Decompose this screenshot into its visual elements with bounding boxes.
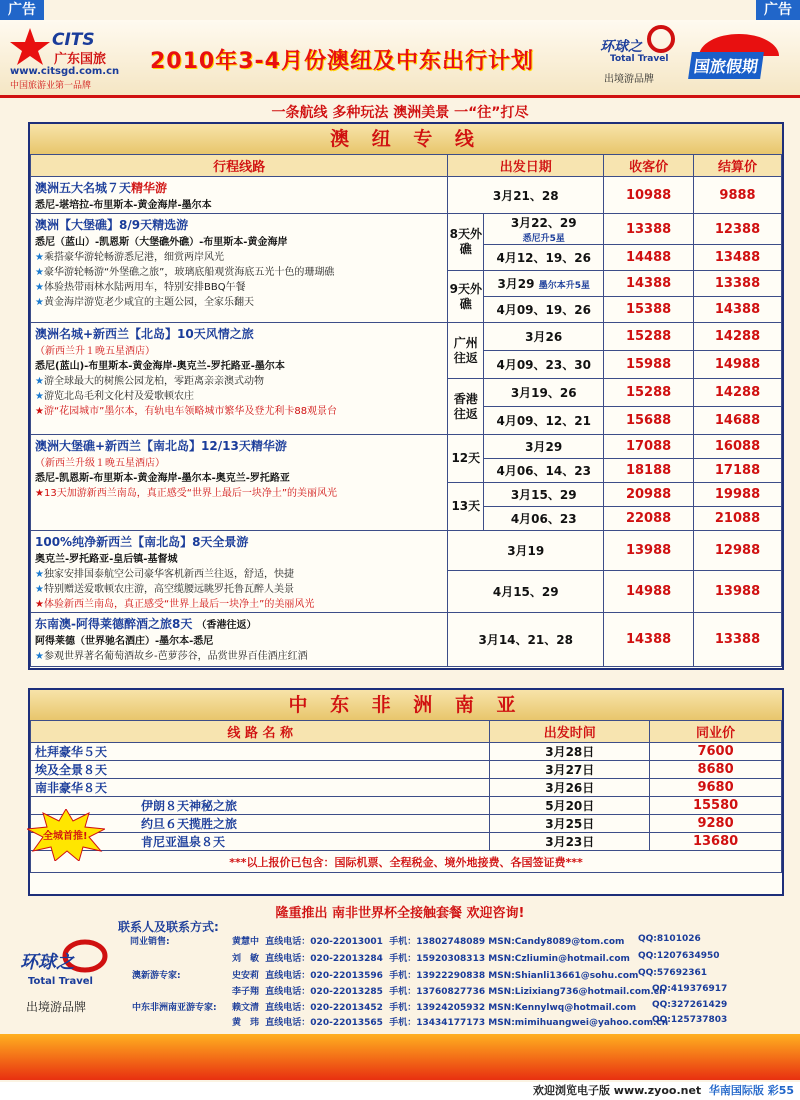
route-note: ★黄金海岸游览老少咸宜的主题公园，全家乐翻天 <box>35 297 254 308</box>
date-cell: 5月20日 <box>490 797 650 815</box>
settle-price: 14288 <box>694 323 782 351</box>
date-cell: 3月14、21、28 <box>448 613 604 667</box>
cits-text: CITS <box>52 30 95 50</box>
settle-price: 13988 <box>694 570 782 612</box>
route-sub: 悉尼(蓝山)-布里斯本-黄金海岸-奥克兰-罗托路亚-墨尔本 <box>35 361 285 372</box>
route-title-hl: 精华游 <box>131 181 168 195</box>
route-title: 澳洲【大堡礁】8/9天精选游 <box>35 218 189 232</box>
route-upgrade: （新西兰升级１晚五星酒店） <box>35 458 165 469</box>
route-note: ★参观世界著名葡萄酒故乡-芭萝莎谷，品赏世界百佳酒庄红酒 <box>35 651 308 662</box>
settle-price: 14388 <box>694 297 782 323</box>
retail-price: 13988 <box>604 531 694 571</box>
tt-sub: 出境游品牌 <box>604 74 654 85</box>
route-title-text: 东南澳-阿得莱德醉酒之旅8天 <box>35 617 193 631</box>
contact-msn: MSN:Candy8089@tom.com <box>488 937 625 947</box>
retail-price: 15388 <box>604 297 694 323</box>
note-text: 特别赠送爱歌顿农庄游，高空缆腰远眺罗托鲁瓦醉人美景 <box>43 584 294 595</box>
contact-qq: QQ:125737803 <box>652 1015 728 1025</box>
date-cell: 3月25日 <box>490 815 650 833</box>
date-text: 3月22、29 <box>510 216 577 230</box>
contact-dept: 同业销售: <box>130 937 170 947</box>
price-cell: 9680 <box>650 779 782 797</box>
contact-name: 黄慧中 <box>232 937 260 947</box>
contacts-section <box>0 918 800 1028</box>
retail-price: 15688 <box>604 407 694 435</box>
note-text: 乘搭豪华游轮畅游悉尼港，细赏两岸风光 <box>43 252 224 263</box>
col-settle: 结算价 <box>694 155 782 177</box>
contact-row <box>232 951 630 964</box>
me-col-route: 线 路 名 称 <box>31 721 490 743</box>
route-note: ★特别赠送爱歌顿农庄游，高空缆腰远眺罗托鲁瓦醉人美景 <box>35 584 294 595</box>
cits-tagline: 中国旅游业第一品牌 <box>10 81 92 91</box>
contact-mobile: 手机：13434177173 <box>389 1018 486 1028</box>
retail-price: 15288 <box>604 379 694 407</box>
bottom-credit <box>0 1082 800 1100</box>
note-text: 体验热带雨林水陆两用车，特别安排BBQ午餐 <box>43 282 246 293</box>
date-tip: 悉尼升5星 <box>522 234 565 244</box>
route-title <box>35 615 443 632</box>
settle-price: 13488 <box>694 245 782 271</box>
contact-qq: QQ:1207634950 <box>638 951 720 961</box>
settle-price: 12988 <box>694 531 782 571</box>
note-text: 游“花园城市”墨尔本，有轨电车领略城市繁华及登尤利卡88观景台 <box>43 406 338 417</box>
contact-row <box>232 1015 668 1028</box>
date-cell: 3月15、29 <box>484 483 604 507</box>
date-cell: 3月26日 <box>490 779 650 797</box>
settle-price: 14688 <box>694 407 782 435</box>
retail-price: 18188 <box>604 459 694 483</box>
retail-price: 15288 <box>604 323 694 351</box>
route-sub: 悉尼（蓝山）-凯恩斯（大堡礁外礁）-布里斯本-黄金海岸 <box>35 237 288 248</box>
retail-price: 10988 <box>604 177 694 214</box>
date-cell: 4月15、29 <box>448 570 604 612</box>
settle-price: 12388 <box>694 214 782 245</box>
route-note-red: ★13天加游新西兰南岛，真正感受“世界上最后一块净土”的美丽风光 <box>35 488 338 499</box>
col-route: 行程线路 <box>31 155 448 177</box>
me-col-price: 同业价 <box>650 721 782 743</box>
route-title: 澳洲大堡礁+新西兰【南北岛】12/13天精华游 <box>35 439 287 453</box>
date-cell: 3月23日 <box>490 833 650 851</box>
note-text: 游全球最大的树熊公园龙柏，零距离亲亲澳式动物 <box>43 376 264 387</box>
contact-row <box>232 984 666 997</box>
tt-cn: 环球之 <box>20 952 74 973</box>
note-text: 豪华游轮畅游“外堡礁之旅”，玻璃底船观赏海底五光十色的珊瑚礁 <box>43 267 335 278</box>
contact-row <box>232 934 624 947</box>
price-cell: 15580 <box>650 797 782 815</box>
retail-price: 14988 <box>604 570 694 612</box>
aus-section-title: 澳 纽 专 线 <box>30 124 782 154</box>
price-cell: 13680 <box>650 833 782 851</box>
aus-nz-section <box>28 122 784 670</box>
page-number: 华南国际版 彩55 <box>708 1084 794 1097</box>
retail-price: 15988 <box>604 351 694 379</box>
total-travel-logo <box>600 24 680 90</box>
tt-cn: 环球之 <box>600 39 642 55</box>
settle-price: 17188 <box>694 459 782 483</box>
table-row <box>31 815 782 833</box>
route-cell <box>31 531 448 613</box>
web-credit: 欢迎浏览电子版 www.zyoo.net <box>532 1084 702 1097</box>
departure-city-cell: 广州往返 <box>448 323 484 379</box>
route-title: 澳洲名城+新西兰【北岛】10天风情之旅 <box>35 327 254 341</box>
contact-tel: 直线电话：020-22013565 <box>265 1018 383 1028</box>
settle-price: 13388 <box>694 613 782 667</box>
ad-label-left: 广告 <box>0 0 44 20</box>
route-sub: 悉尼-堪培拉-布里斯本-黄金海岸-墨尔本 <box>35 200 212 211</box>
date-cell: 3月26 <box>484 323 604 351</box>
contact-name: 刘 敏 <box>232 954 260 964</box>
price-cell: 8680 <box>650 761 782 779</box>
note-text: 体验新西兰南岛，真正感受“世界上最后一块净土”的美丽风光 <box>43 599 315 610</box>
total-travel-logo-bottom <box>20 936 115 1026</box>
slogan: 一条航线 多种玩法 澳洲美景 一“往”打尽 <box>271 105 529 121</box>
contact-name: 黄 玮 <box>232 1018 260 1028</box>
date-cell: 4月06、23 <box>484 507 604 531</box>
table-row <box>31 833 782 851</box>
route-name: 杜拜豪华５天 <box>31 743 490 761</box>
contact-tel: 直线电话：020-22013596 <box>265 971 383 981</box>
contact-qq: QQ:57692361 <box>638 968 707 978</box>
me-col-date: 出发时间 <box>490 721 650 743</box>
retail-price: 22088 <box>604 507 694 531</box>
middle-east-section <box>28 688 784 896</box>
settle-price: 19988 <box>694 483 782 507</box>
date-cell: 4月06、14、23 <box>484 459 604 483</box>
tt-en: Total Travel <box>610 54 669 64</box>
contact-row <box>232 968 638 981</box>
contact-qq: QQ:327261429 <box>652 1000 728 1010</box>
route-title-text: 澳洲五大名城７天 <box>35 181 132 195</box>
price-cell: 7600 <box>650 743 782 761</box>
note-text: 13天加游新西兰南岛，真正感受“世界上最后一块净土”的美丽风光 <box>43 488 338 499</box>
note-text: 游览北岛毛利文化村及爱歌顿农庄 <box>43 391 194 402</box>
contact-name: 史安莉 <box>232 971 260 981</box>
contact-msn: MSN:Kennylwq@hotmail.com <box>488 1003 637 1013</box>
me-table <box>30 720 782 873</box>
retail-price: 14388 <box>604 271 694 297</box>
date-cell: 4月09、19、26 <box>484 297 604 323</box>
route-note: ★乘搭豪华游轮畅游悉尼港，细赏两岸风光 <box>35 252 224 263</box>
col-retail: 收客价 <box>604 155 694 177</box>
table-row <box>31 779 782 797</box>
route-name: 南非豪华８天 <box>31 779 490 797</box>
duration-cell: 9天外礁 <box>448 271 484 323</box>
note-text: 黄金海岸游览老少咸宜的主题公园，全家乐翻天 <box>43 297 254 308</box>
contact-msn: MSN:mimihuangwei@yahoo.com.cn <box>488 1018 669 1028</box>
date-cell: 3月28日 <box>490 743 650 761</box>
route-title <box>35 179 443 196</box>
cits-url: www.citsgd.com.cn <box>10 66 120 77</box>
tt-en: Total Travel <box>28 976 93 987</box>
duration-cell: 12天 <box>448 435 484 483</box>
ad-label-right: 广告 <box>756 0 800 20</box>
retail-price: 14488 <box>604 245 694 271</box>
route-tag: （香港往返） <box>196 620 257 631</box>
swirl-icon <box>646 24 676 54</box>
route-title: 100%纯净新西兰【南北岛】8天全景游 <box>35 535 249 549</box>
date-cell: 3月27日 <box>490 761 650 779</box>
me-section-title: 中 东 非 洲 南 亚 <box>30 690 782 720</box>
route-cell <box>31 435 448 531</box>
date-cell: 3月19、26 <box>484 379 604 407</box>
duration-cell: 13天 <box>448 483 484 531</box>
date-tip: 墨尔本升5星 <box>538 281 590 291</box>
route-sub: 奥克兰-罗托路亚-皇后镇-基督城 <box>35 554 178 565</box>
gdcits-text: 广东国旅 <box>54 52 107 67</box>
page-title: 2010年3-4月份澳纽及中东出行计划 <box>150 49 534 74</box>
contact-tel: 直线电话：020-22013285 <box>265 987 383 997</box>
contact-mobile: 手机：13802748089 <box>389 937 486 947</box>
settle-price: 9888 <box>694 177 782 214</box>
settle-price: 14988 <box>694 351 782 379</box>
contact-dept: 中东非洲南亚游专家: <box>132 1003 217 1013</box>
settle-price: 13388 <box>694 271 782 297</box>
contact-mobile: 手机：15920308313 <box>389 954 486 964</box>
contact-name: 赖文清 <box>232 1003 260 1013</box>
decorative-bottom-band <box>0 1034 800 1080</box>
date-cell: 4月12、19、26 <box>484 245 604 271</box>
route-sub: 悉尼-凯恩斯-布里斯本-黄金海岸-墨尔本-奥克兰-罗托路亚 <box>35 473 290 484</box>
table-row <box>31 761 782 779</box>
date-cell: 3月19 <box>448 531 604 571</box>
route-cell <box>31 613 448 667</box>
header <box>0 20 800 98</box>
date-cell <box>484 271 604 297</box>
retail-price: 17088 <box>604 435 694 459</box>
route-name: 埃及全景８天 <box>31 761 490 779</box>
contact-msn: MSN:Czliumin@hotmail.com <box>488 954 630 964</box>
route-note: ★豪华游轮畅游“外堡礁之旅”，玻璃底船观赏海底五光十色的珊瑚礁 <box>35 267 335 278</box>
guolv-holiday-logo <box>690 32 790 88</box>
cits-star-icon <box>8 26 52 66</box>
table-row <box>31 743 782 761</box>
contact-msn: MSN:Lizixiang736@hotmail.com.cn <box>488 987 666 997</box>
route-note: ★独家安排国泰航空公司豪华客机新西兰往返，舒适，快捷 <box>35 569 294 580</box>
contact-qq: QQ:8101026 <box>638 934 701 944</box>
aus-table <box>30 154 782 667</box>
burst-badge <box>27 809 105 861</box>
contacts-title: 联系人及联系方式: <box>118 920 219 934</box>
date-cell: 3月21、28 <box>448 177 604 214</box>
contact-msn: MSN:Shianli13661@sohu.com <box>488 971 639 981</box>
contact-qq: QQ:419376917 <box>652 984 728 994</box>
contact-dept: 澳新游专家: <box>132 971 181 981</box>
contact-mobile: 手机：13760827736 <box>389 987 486 997</box>
route-note: ★游览北岛毛利文化村及爱歌顿农庄 <box>35 391 194 402</box>
date-cell <box>484 214 604 245</box>
retail-price: 20988 <box>604 483 694 507</box>
settle-price: 14288 <box>694 379 782 407</box>
route-name: 肯尼亚温泉８天 <box>31 833 490 851</box>
route-name: 伊朗８天神秘之旅 <box>31 797 490 815</box>
date-cell: 4月09、12、21 <box>484 407 604 435</box>
promo-banner: 隆重推出 南非世界杯全接触套餐 欢迎咨询! <box>275 906 525 921</box>
route-upgrade: （新西兰升１晚五星酒店） <box>35 346 155 357</box>
gl-brand: 国旅假期 <box>688 52 764 79</box>
contact-mobile: 手机：13924205932 <box>389 1003 486 1013</box>
duration-cell: 8天外礁 <box>448 214 484 271</box>
route-name: 约旦６天揽胜之旅 <box>31 815 490 833</box>
retail-price: 13388 <box>604 214 694 245</box>
contact-tel: 直线电话：020-22013452 <box>265 1003 383 1013</box>
retail-price: 14388 <box>604 613 694 667</box>
settle-price: 21088 <box>694 507 782 531</box>
contact-tel: 直线电话：020-22013001 <box>265 937 383 947</box>
route-note: ★游全球最大的树熊公园龙柏，零距离亲亲澳式动物 <box>35 376 264 387</box>
route-note-red: ★体验新西兰南岛，真正感受“世界上最后一块净土”的美丽风光 <box>35 599 315 610</box>
col-date: 出发日期 <box>448 155 604 177</box>
table-row <box>31 797 782 815</box>
contact-name: 李子翔 <box>232 987 260 997</box>
route-cell <box>31 323 448 435</box>
tt-sub: 出境游品牌 <box>26 1000 87 1014</box>
price-cell: 9280 <box>650 815 782 833</box>
cits-logo <box>8 26 138 90</box>
contact-tel: 直线电话：020-22013284 <box>265 954 383 964</box>
note-text: 独家安排国泰航空公司豪华客机新西兰往返，舒适，快捷 <box>43 569 294 580</box>
settle-price: 16088 <box>694 435 782 459</box>
contact-row <box>232 1000 636 1013</box>
contact-mobile: 手机：13922290838 <box>389 971 486 981</box>
price-includes-note: ***以上报价已包含：国际机票、全程税金、境外地接费、各国签证费*** <box>31 851 782 873</box>
route-note: ★体验热带雨林水陆两用车，特别安排BBQ午餐 <box>35 282 246 293</box>
note-text: 参观世界著名葡萄酒故乡-芭萝莎谷，品赏世界百佳酒庄红酒 <box>43 651 308 662</box>
departure-city-cell: 香港往返 <box>448 379 484 435</box>
route-cell <box>31 177 448 214</box>
date-cell: 3月29 <box>484 435 604 459</box>
route-sub: 阿得莱德（世界驰名酒庄）-墨尔本-悉尼 <box>35 636 214 647</box>
date-cell: 4月09、23、30 <box>484 351 604 379</box>
date-text: 3月29 <box>497 277 535 291</box>
route-cell <box>31 214 448 323</box>
burst-text: 全城首推! <box>43 831 88 842</box>
route-note-red: ★游“花园城市”墨尔本，有轨电车领略城市繁华及登尤利卡88观景台 <box>35 406 338 417</box>
